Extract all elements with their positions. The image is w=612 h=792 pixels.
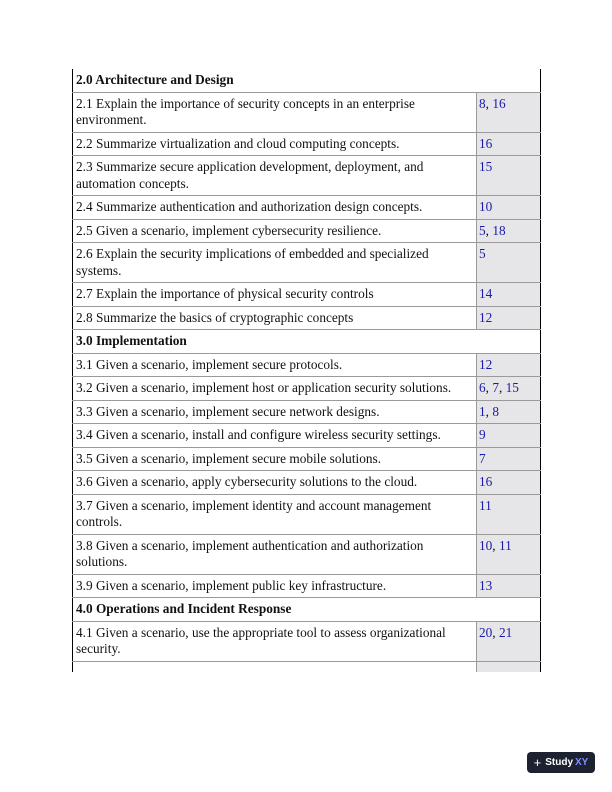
chapter-link[interactable]: 16 (479, 135, 493, 151)
chapter-refs (477, 534, 541, 574)
objective-row (73, 132, 541, 156)
chapter-refs (477, 92, 541, 132)
ref-separator: , (485, 222, 493, 238)
objective-text: 3.2 Given a scenario, implement host or application security solutions. (73, 377, 477, 401)
chapter-refs (477, 283, 541, 307)
chapter-link[interactable]: 21 (498, 624, 513, 640)
section-heading: 3.0 Implementation (73, 330, 541, 354)
chapter-link[interactable]: 14 (479, 286, 493, 301)
chapter-link[interactable]: 8 (479, 95, 486, 111)
objective-text: 2.8 Summarize the basics of cryptographic concepts (73, 306, 477, 330)
chapter-refs (477, 574, 541, 598)
objective-row (73, 494, 541, 534)
continuation-cell (73, 661, 477, 672)
objective-row (73, 534, 541, 574)
chapter-refs (477, 196, 541, 220)
objective-row (73, 447, 541, 471)
objective-row (73, 400, 541, 424)
objective-text: 2.5 Given a scenario, implement cybersecurity resilience. (73, 219, 477, 243)
objective-row (73, 219, 541, 243)
chapter-link[interactable]: 11 (479, 497, 492, 513)
objective-text: 3.3 Given a scenario, implement secure network designs. (73, 400, 477, 424)
chapter-link[interactable]: 7 (479, 450, 486, 466)
studyxy-badge[interactable] (527, 752, 595, 773)
chapter-link[interactable]: 15 (505, 380, 519, 395)
chapter-refs (477, 243, 541, 283)
chapter-refs (477, 494, 541, 534)
badge-suffix: XY (575, 757, 589, 768)
section-heading: 4.0 Operations and Incident Response (73, 598, 541, 622)
chapter-refs (477, 621, 541, 661)
objective-text: 3.4 Given a scenario, install and configure wireless security settings. (73, 424, 477, 448)
chapter-link[interactable]: 10 (479, 199, 493, 214)
chapter-link[interactable]: 6 (479, 380, 486, 395)
objective-row (73, 471, 541, 495)
objective-row (73, 621, 541, 661)
chapter-link[interactable]: 5 (479, 246, 486, 261)
chapter-refs (477, 424, 541, 448)
objective-row (73, 243, 541, 283)
ref-separator: , (485, 403, 493, 419)
chapter-link[interactable]: 13 (479, 577, 493, 593)
chapter-refs (477, 471, 541, 495)
objective-row (73, 377, 541, 401)
objective-text: 3.5 Given a scenario, implement secure mobile solutions. (73, 447, 477, 471)
objective-row (73, 156, 541, 196)
objective-row (73, 574, 541, 598)
objective-text: 2.6 Explain the security implications of embedded and specialized systems. (73, 243, 477, 283)
objective-text: 3.1 Given a scenario, implement secure protocols. (73, 353, 477, 377)
objective-row (73, 196, 541, 220)
objective-row (73, 283, 541, 307)
chapter-link[interactable]: 8 (492, 403, 499, 419)
objective-row (73, 353, 541, 377)
chapter-link[interactable]: 16 (492, 95, 506, 111)
objectives-table (72, 69, 541, 672)
continuation-row (73, 661, 541, 672)
chapter-refs (477, 219, 541, 243)
chapter-refs (477, 353, 541, 377)
objective-text: 2.1 Explain the importance of security concepts in an enterprise environment. (73, 92, 477, 132)
section-heading-row (73, 598, 541, 622)
chapter-link[interactable]: 18 (492, 222, 506, 238)
chapter-link[interactable]: 15 (479, 159, 493, 174)
ref-separator: , (492, 624, 499, 640)
chapter-refs (477, 132, 541, 156)
objective-row (73, 306, 541, 330)
objective-text: 3.6 Given a scenario, apply cybersecurity solutions to the cloud. (73, 471, 477, 495)
ref-separator: , (492, 537, 499, 553)
objective-text: 3.9 Given a scenario, implement public key infrastructure. (73, 574, 477, 598)
chapter-link[interactable]: 11 (498, 537, 512, 553)
chapter-link[interactable]: 7 (492, 380, 499, 395)
chapter-refs (477, 156, 541, 196)
objective-text: 2.3 Summarize secure application development, deployment, and automation concepts. (73, 156, 477, 196)
chapter-link[interactable]: 20 (479, 624, 493, 640)
continuation-ref-cell (477, 661, 541, 672)
plus-icon: + (533, 755, 542, 770)
section-heading: 2.0 Architecture and Design (73, 69, 541, 92)
chapter-refs (477, 400, 541, 424)
chapter-link[interactable]: 1 (479, 403, 486, 419)
chapter-link[interactable]: 10 (479, 537, 493, 553)
chapter-link[interactable]: 12 (479, 309, 493, 325)
objective-row (73, 424, 541, 448)
chapter-refs (477, 447, 541, 471)
ref-separator: , (498, 380, 506, 395)
objective-text: 2.7 Explain the importance of physical security controls (73, 283, 477, 307)
chapter-link[interactable]: 16 (479, 474, 493, 489)
chapter-refs (477, 377, 541, 401)
badge-prefix: Study (545, 757, 574, 768)
objective-text: 4.1 Given a scenario, use the appropriate tool to assess organizational security. (73, 621, 477, 661)
objective-text: 2.4 Summarize authentication and authorization design concepts. (73, 196, 477, 220)
section-heading-row (73, 330, 541, 354)
objective-text: 3.7 Given a scenario, implement identity and account management controls. (73, 494, 477, 534)
objective-text: 2.2 Summarize virtualization and cloud computing concepts. (73, 132, 477, 156)
chapter-link[interactable]: 5 (479, 222, 486, 238)
ref-separator: , (485, 380, 493, 395)
objective-row (73, 92, 541, 132)
chapter-refs (477, 306, 541, 330)
chapter-link[interactable]: 9 (479, 427, 486, 442)
chapter-link[interactable]: 12 (479, 356, 493, 372)
ref-separator: , (485, 95, 493, 111)
section-heading-row (73, 69, 541, 92)
objective-text: 3.8 Given a scenario, implement authentication and authorization solutions. (73, 534, 477, 574)
